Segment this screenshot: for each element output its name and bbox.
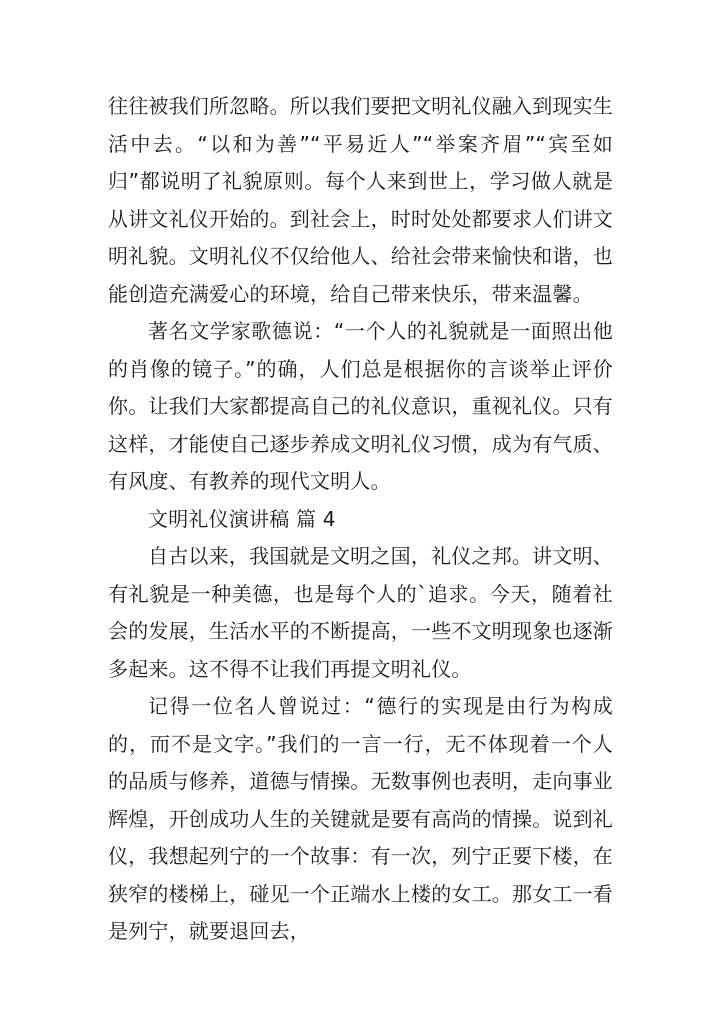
paragraph-4: 记得一位名人曾说过：“德行的实现是由行为构成的，而不是文字。”我们的一言一行，无不体现着一个人的品质与修养，道德与情操。无数事例也表明，走向事业辉煌，开创成功人生的关键就是要有高尚的情操。说到礼仪，我想起列宁的一个故事：有一次，列宁正要下楼，在狭窄的楼梯上，碰见一个正端水上楼的女工。那女工一看是列宁，就要退回去， [108, 694, 613, 943]
document-body [108, 88, 613, 951]
paragraph-1: 往往被我们所忽略。所以我们要把文明礼仪融入到现实生活中去。“以和为善”“平易近人”“举案齐眉”“宾至如归”都说明了礼貌原则。每个人来到世上，学习做人就是从讲文礼仪开始的。到社会上，时时处处都要求人们讲文明礼貌。文明礼仪不仅给他人、给社会带来愉快和谐，也能创造充满爱心的环境，给自己带来快乐，带来温馨。 [108, 94, 613, 306]
section-heading: 文明礼仪演讲稿 篇 4 [148, 506, 336, 531]
paragraph-3: 自古以来，我国就是文明之国，礼仪之邦。讲文明、有礼貌是一种美德，也是每个人的`追求。今天，随着社会的发展，生活水平的不断提高，一些不文明现象也逐渐多起来。这不得不让我们再提文明礼仪。 [108, 544, 613, 681]
paragraph-2: 著名文学家歌德说：“一个人的礼貌就是一面照出他的肖像的镜子。”的确，人们总是根据你的言谈举止评价你。让我们大家都提高自己的礼仪意识，重视礼仪。只有这样，才能使自己逐步养成文明礼仪习惯，成为有气质、有风度、有教养的现代文明人。 [108, 319, 613, 493]
